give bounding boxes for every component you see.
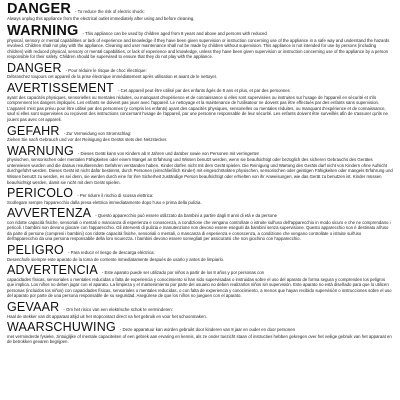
body-waarschuwing-nl: met verminderde fysieke, zintuiglijke of mentale capaciteiten of een gebrek aan ervaring en kennis, als ze onder toezicht staan of instructies hebben gekregen over het veilige gebruik van het apparaat en de betrokken gevaren begrijpen. <box>7 333 392 345</box>
heading-warning-en: WARNING <box>7 22 79 39</box>
inline-text-warnung-de: - Dieses Gerät kann von Kindern ab 8 Jahren und darüber sowie von Personen mit verringerten <box>77 150 260 156</box>
heading-pericolo-it: PERICOLO <box>7 186 74 201</box>
body-peligro-es: Desenchufe siempre este aparato de la toma de corriente inmediatamente después de usarlo y antes de limpiarlo. <box>7 256 225 262</box>
section-avvertenza-it <box>7 208 393 242</box>
inline-text-gevaar-nl: - Om het risico van een elektrische schok te verminderen: <box>63 307 173 313</box>
inline-text-warning-en: - This appliance can be used by children aged from 8 years and above and persons with reduced <box>82 30 267 36</box>
body-warnung-de: physischen, sensorischen oder mentalen Fähigkeiten oder einem Mangel an Erfahrung und Wissen benutzt werden, wenn sie beaufsichtigt oder bezüglich des sicheren Gebrauchs des Gerätes unterwiesen wurden und die daraus resultierenden Gefahren verstanden haben. Kinder dürfen nicht mit dem Gerät spielen. Die Reinigung und Wartung des Geräts darf nicht von Kindern ohne Aufsicht durchgeführt werden. Dieses Gerät ist nicht dafür bestimmt, durch Personen (einschließlich Kinder) mit eingeschränkten physischen, sensorischen oder geistigen Fähigkeiten oder mangels Erfahrung und Wissen benutzt zu werden, es sei denn, sie werden durch eine für ihre Sicherheit zuständige Person beaufsichtigt oder erhielten von ihr Anweisungen, wie das Gerät zu benutzen ist. Kinder müssen beaufsichtigt werden, damit sie nicht mit dem Gerät spielen. <box>7 157 393 185</box>
heading-avertissement-fr: AVERTISSEMENT <box>7 81 115 96</box>
section-advertencia-es <box>7 265 393 299</box>
inline-text-danger-fr: - Pour réduire le risque de choc électrique: <box>65 67 147 73</box>
body-pericolo-it: Scollegare sempre l'apparecchio dalla presa elettrica immediatamente dopo l'uso e prima della pulizia. <box>7 199 202 205</box>
section-gevaar-nl <box>7 302 393 319</box>
heading-danger-fr: DANGER <box>7 60 62 75</box>
heading-waarschuwing-nl: WAARSCHUWING <box>7 320 116 335</box>
body-avvertenza-it: con ridotte capacità fisiche, sensoriali o mentali o mancanza di esperienza e conoscenza, a condizione che vengano controllate o istruite sull'uso dell'apparecchio in modo sicuro e che ne comprendano i pericoli. I bambini non devono giocare con l'apparecchio. Gli interventi di pulizia e manutenzione non devono essere eseguiti da bambini senza supervisione. Questo apparecchio non è destinato all'uso da parte di persone (compresi i bambini) con ridotte capacità fisiche, sensoriali o mentali, o mancanza di esperienza e conoscenza, a condizione che vengano controllate o istruite sull'uso dell'apparecchio da una persona responsabile della loro sicurezza. I bambini devono essere sorvegliati per assicurarsi che non giochino con l'apparecchio. <box>7 219 391 242</box>
heading-peligro-es: PELIGRO <box>7 243 64 258</box>
heading-avvertenza-it: AVVERTENZA <box>7 206 92 221</box>
section-avertissement-fr <box>7 83 393 122</box>
body-avertissement-fr: ayant des capacités physiques, sensorielles ou mentales réduites, ou manquant d'expérience et de connaissance si elles sont supervisées ou instruites sur l'usage de l'appareil en sécurité et s'ils comprennent les dangers impliqués. Les enfants ne doivent pas jouer avec l'appareil. Le nettoyage et la maintenance de l'utilisateur ne doivent pas être effectués par des enfants sans supervision. L'appareil n'est pas prévu pour être utilisé par des personnes (y compris les enfants) ayant des capacités physiques, sensorielles ou mentales réduites, ou manquant d'expérience et de connaissance, sauf si elles sont supervisées ou reçoivent des instructions concernant l'usage de l'appareil, par une personne responsable de leur sécurité. Les enfants doivent être surveillés afin de s'assurer qu'ils ne jouent pas avec cet appareil. <box>7 94 388 122</box>
section-waarschuwing-nl <box>7 322 393 345</box>
section-peligro-es <box>7 245 393 262</box>
body-danger-en: Always unplug this appliance from the electrical outlet immediately after using and before cleaning. <box>7 16 195 21</box>
body-gevaar-nl: Haal de stekker van dit apparaat altijd uit het stopcontact direct na het gebruik en voor het schoonmaken. <box>7 313 207 319</box>
section-danger-en <box>7 3 393 22</box>
body-warning-en: physical, sensory or mental capabilities or lack of experience and knowledge if they have been given supervision or instruction concerning use of the appliance in a safe way and understand the hazards involved. Children shall not play with the appliance. Cleaning and user maintenance shall not be made by children without supervision. This appliance is not intended for use by persons (including children) with reduced physical, sensory or mental capabilities, or lack of experience and knowledge, unless they have been given supervision or instruction concerning use of the appliance by a person responsible for their safety. Children should be supervised to ensure that they do not play with the appliance. <box>7 37 390 60</box>
inline-text-peligro-es: - Para reducir el riesgo de descarga eléctrica: <box>67 250 155 256</box>
heading-gevaar-nl: GEVAAR <box>7 300 60 315</box>
inline-text-danger-en: - To reduce the risk of electric shock: <box>75 9 145 14</box>
body-gefahr-de: Ziehen Sie nach Gebrauch und vor der Reinigung des Geräts stets den Netzstecker. <box>7 137 168 143</box>
section-pericolo-it <box>7 188 393 205</box>
inline-text-advertencia-es: - Este aparato puede ser utilizado por niños a partir de los 8 años y por personas con <box>101 270 265 276</box>
body-advertencia-es: capacidades físicas, sensoriales o mentales reducidas o falta de experiencia y conocimiento si han sido supervisadas o instruidas sobre el uso del aparato de forma segura y comprenden los peligros que implica. Los niños no deben jugar con el aparato. La limpieza y el mantenimiento por parte del usuario no deben realizarlos niños sin supervisión. Este aparato no está diseñado para que lo utilicen personas (incluidos los niños) con capacidades físicas, sensoriales o mentales reducidas, o con falta de experiencia y conocimiento, a menos que hayan recibido supervisión o instrucciones sobre el uso del aparato por parte de una persona responsable de su seguridad. Asegúrese de que los niños no jueguen con el aparato. <box>7 276 392 299</box>
body-danger-fr: Débranchez toujours cet appareil de la prise électrique immédiatement après utilisation et avant de le nettoyer. <box>7 74 218 80</box>
section-gefahr-de <box>7 123 393 143</box>
heading-warnung-de: WARNUNG <box>7 143 74 158</box>
inline-text-waarschuwing-nl: - Deze apparatuur kan worden gebruikt door kinderen van 8 jaar en ouder en door personen <box>119 327 295 333</box>
section-danger-fr <box>7 60 393 80</box>
heading-advertencia-es: ADVERTENCIA <box>7 263 98 278</box>
section-warning-en <box>7 22 393 60</box>
inline-text-gefahr-de: - Zur Vermeidung von Stromschlag: <box>63 130 132 136</box>
heading-danger-en: DANGER <box>7 1 72 17</box>
inline-text-avertissement-fr: - Cet appareil peut être utilisé par des enfants âgés de 8 ans et plus, et par des personnes <box>118 88 290 94</box>
heading-gefahr-de: GEFAHR <box>7 123 60 138</box>
inline-text-pericolo-it: - Per ridurre il rischio di scossa elettrica: <box>77 193 154 199</box>
inline-text-avvertenza-it: - Questo apparecchio può essere utilizzato da bambini a partire dagli 8 anni di età e da persone <box>95 213 277 219</box>
section-warnung-de <box>7 143 393 185</box>
